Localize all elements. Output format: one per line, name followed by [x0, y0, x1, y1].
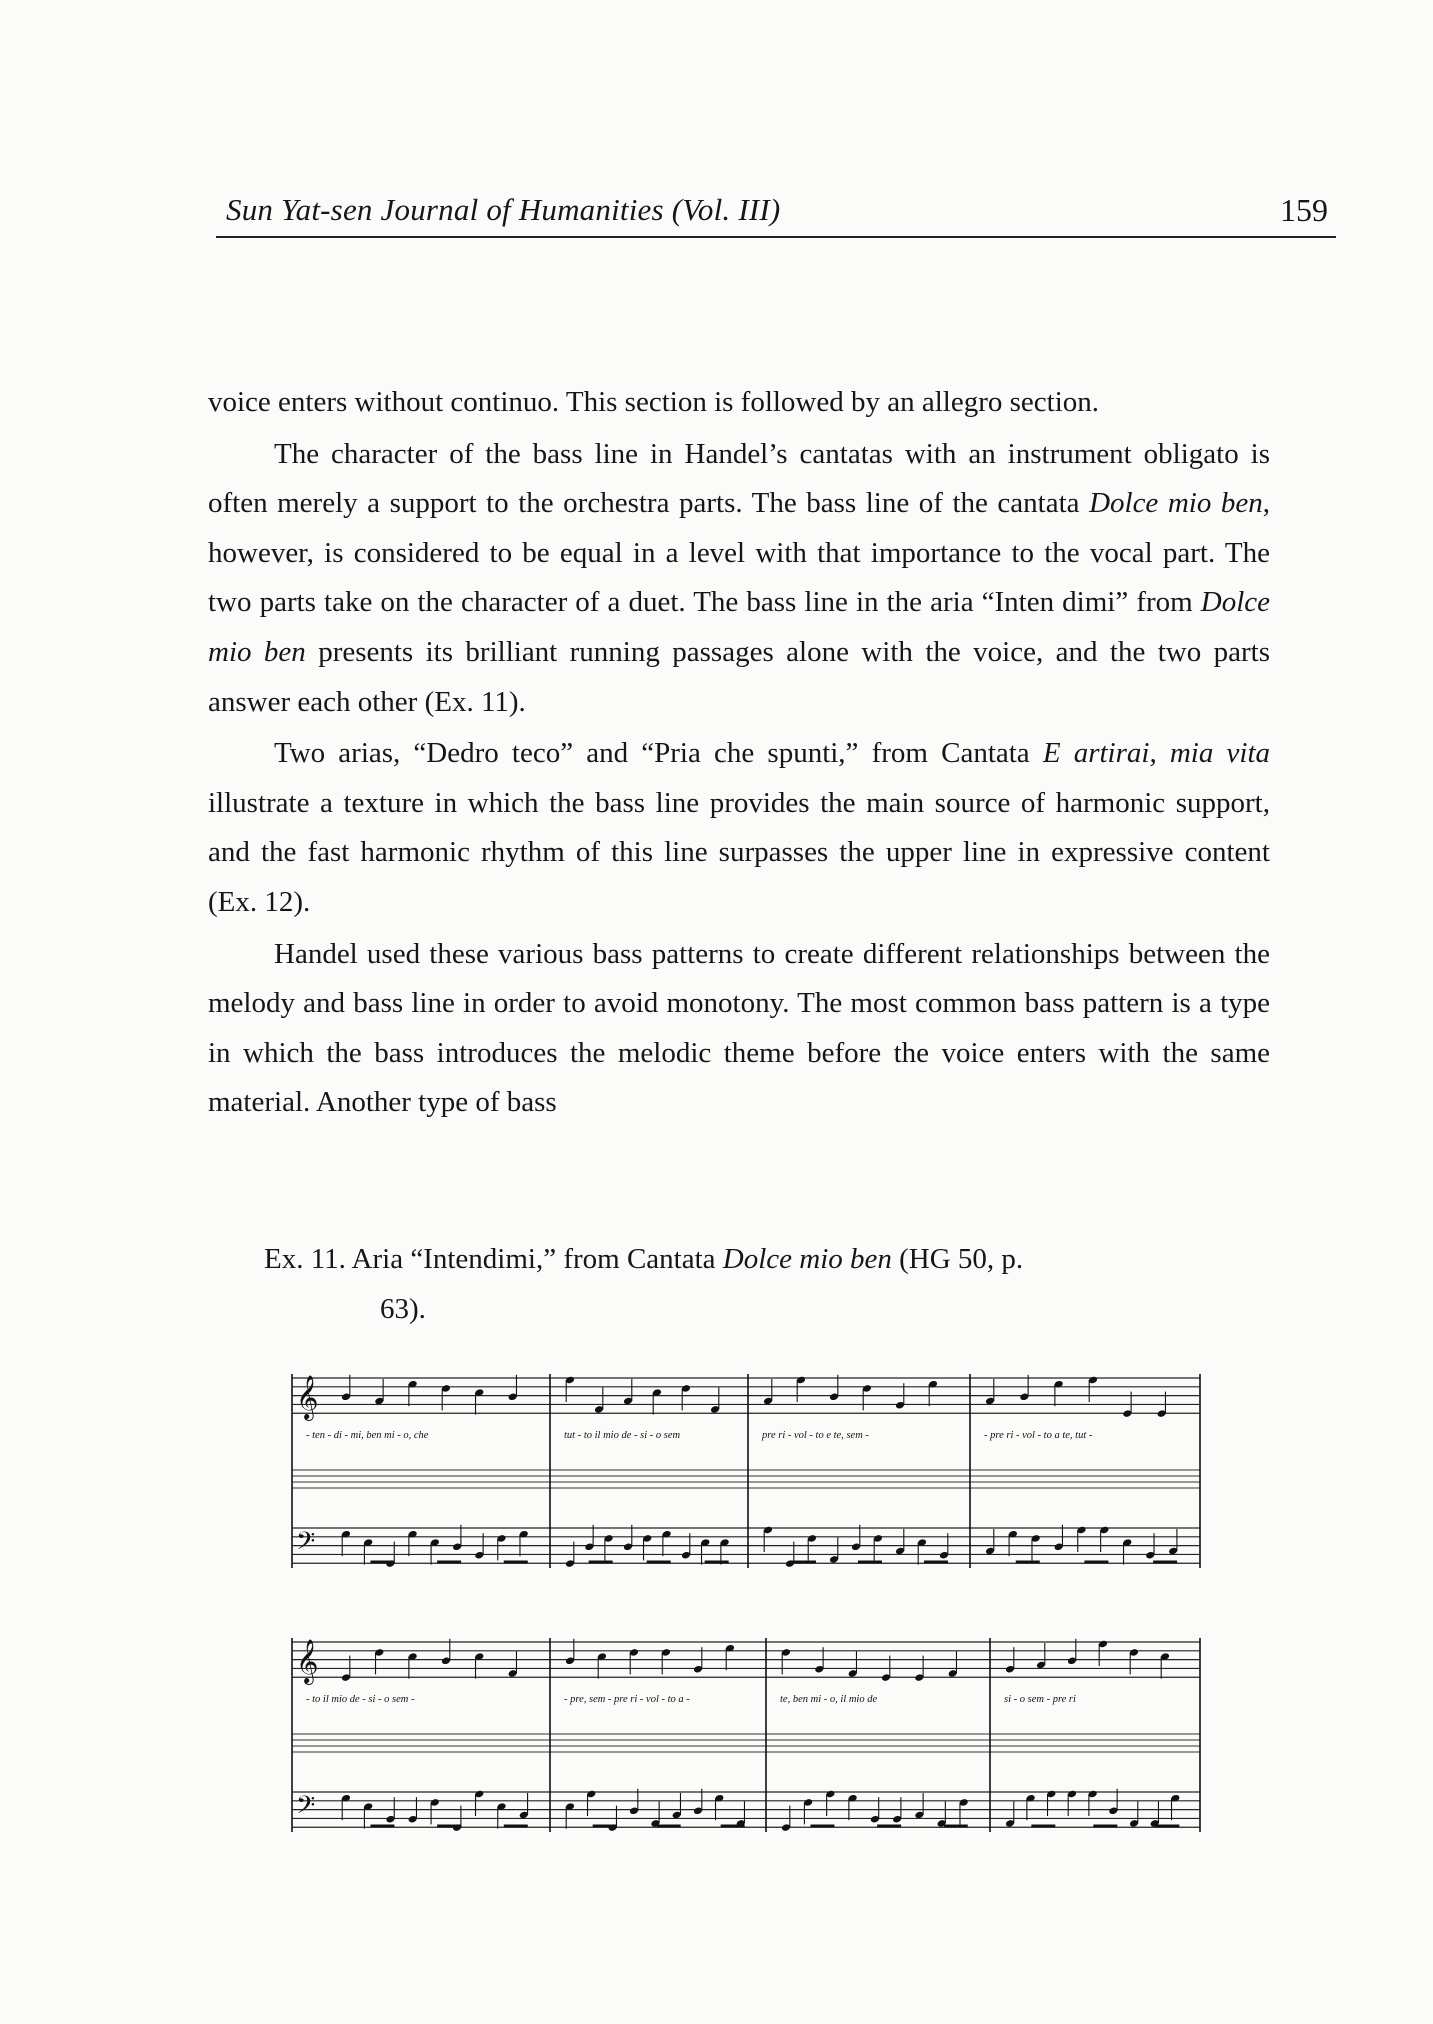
- paragraph: [208, 378, 1270, 428]
- lyric-text: - pre, sem - pre ri - vol - to a -: [564, 1694, 690, 1705]
- running-head: [216, 192, 1336, 238]
- lyric-text: tut - to il mio de - si - o sem: [564, 1430, 681, 1441]
- bass-clef-icon: 𝄢: [296, 1527, 316, 1562]
- lyric-text: - pre ri - vol - to a te, tut -: [984, 1430, 1093, 1441]
- bass-clef-icon: 𝄢: [296, 1791, 316, 1826]
- journal-title: Sun Yat-sen Journal of Humanities (Vol. III): [226, 192, 781, 227]
- paragraph-text: Handel used these various bass patterns to create different relationships between the melody and bass line in order to avoid monotony. The most common bass pattern is a type in which the bass introduces the melodic theme before the voice enters with the same material. Another type of bass: [208, 937, 1270, 1119]
- body-text: [208, 378, 1270, 1130]
- paragraph-text: presents its brilliant running passages alone with the voice, and the two parts answer each other (Ex. 11).: [208, 635, 1270, 718]
- lyric-text: te, ben mi - o, il mio de: [780, 1694, 878, 1705]
- lyric-text: si - o sem - pre ri: [1004, 1694, 1076, 1705]
- lyric-text: pre ri - vol - to e te, sem -: [762, 1430, 869, 1441]
- paragraph-text: Two arias, “Dedro teco” and “Pria che spunti,” from Cantata: [274, 737, 1043, 770]
- lyric-text: - ten - di - mi, ben mi - o, che: [306, 1430, 429, 1441]
- italic-title: E artirai, mia vita: [1042, 737, 1270, 770]
- paragraph-text: , however, is considered to be equal in a level with that importance to the vocal part. The two parts take on the character of a duet. The bass line in the aria “Inten dimi” from: [208, 487, 1271, 619]
- caption-reference: (HG 50, p.: [891, 1243, 1024, 1275]
- treble-clef-icon: 𝄞: [296, 1375, 319, 1419]
- paragraph: [208, 430, 1270, 728]
- lyric-text: - to il mio de - si - o sem -: [306, 1694, 415, 1705]
- paragraph: [208, 930, 1270, 1128]
- paragraph-text: voice enters without continuo. This section is followed by an allegro section.: [208, 386, 1100, 418]
- caption-page: 63).: [380, 1293, 426, 1325]
- paragraph-text: The character of the bass line in Handel’s cantatas with an instrument obligato is often merely a support to the orchestra parts. The bass line of the cantata: [208, 437, 1270, 520]
- treble-clef-icon: 𝄞: [296, 1639, 319, 1683]
- caption-text: Ex. 11. Aria “Intendimi,” from Cantata: [264, 1243, 723, 1275]
- paragraph: [208, 729, 1270, 927]
- italic-title: Dolce mio ben: [208, 586, 1270, 668]
- paragraph-text: illustrate a texture in which the bass line provides the main source of harmonic support, and the fast harmonic rhythm of this line surpasses the upper line in expressive content (Ex. 12).: [208, 786, 1270, 918]
- caption-title: Dolce mio ben: [722, 1243, 892, 1275]
- italic-title: Dolce mio ben: [1089, 487, 1263, 520]
- music-score-example: [288, 1370, 1208, 1890]
- example-caption: [264, 1234, 1224, 1334]
- page-number: 159: [1280, 192, 1328, 228]
